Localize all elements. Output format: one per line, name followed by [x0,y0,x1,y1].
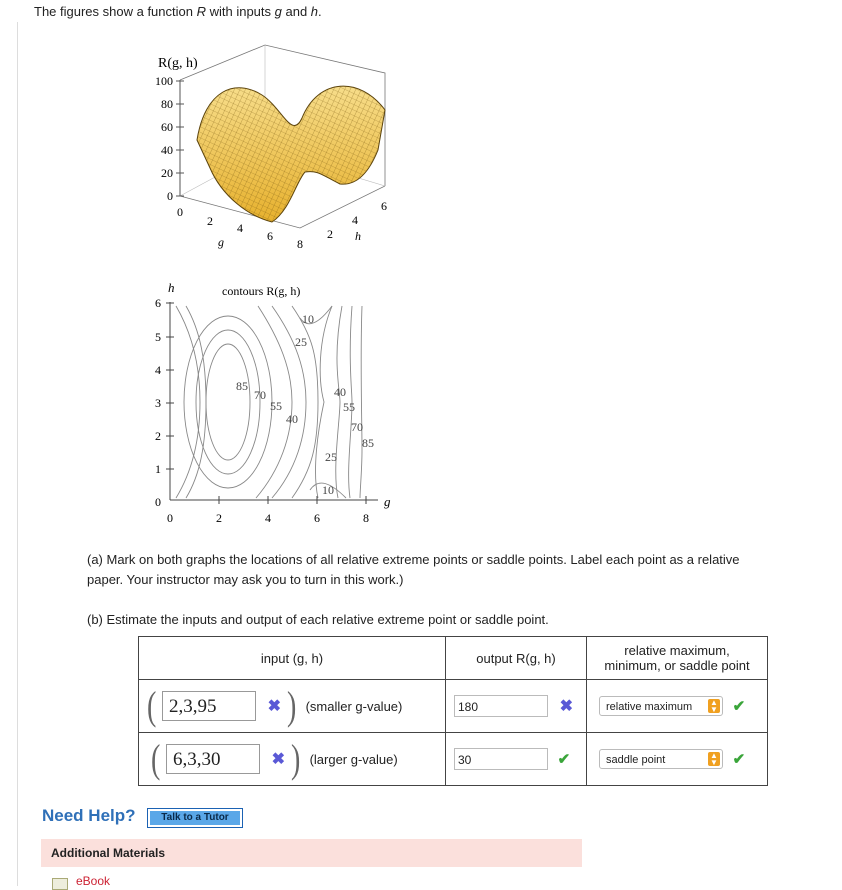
h-tick: 4 [352,213,358,227]
contour-label: 70 [254,388,266,402]
need-help-label: Need Help? [42,806,136,825]
surface-plot [140,40,400,255]
incorrect-icon: ✖ [559,698,574,715]
surface-title: R(g, h) [158,56,198,71]
part-a-line1: (a) Mark on both graphs the locations of all relative extreme points or saddle points. Label each point as a relative [87,552,740,567]
h-axis-label: h [355,229,361,243]
incorrect-icon: ✖ [267,698,281,715]
contour-label: 25 [295,335,307,349]
y-tick: 4 [155,363,161,377]
contour-label: 40 [334,385,346,399]
y-tick: 5 [155,330,161,344]
contour-label: 40 [286,412,298,426]
h-axis-ticks [327,199,387,243]
contour-value-labels [236,312,374,497]
ebook-link[interactable]: eBook [76,874,111,888]
contour-label: 85 [362,436,374,450]
z-tick: 40 [161,143,173,157]
question-prompt: The figures show a function R with inputs g and h. [34,4,322,19]
h-tick: 2 [327,227,333,241]
g-tick: 0 [177,205,183,219]
h-tick: 6 [381,199,387,213]
header-output: output R(g, h) [446,637,587,680]
output-input[interactable]: 30 [454,748,548,770]
table-row: ( 6,3,30 ✖ ) (larger g-value) 30 ✔ saddle point ▲ ▼ ✔ [139,733,768,786]
additional-materials-header: Additional Materials [41,839,582,867]
y-tick: 6 [155,296,161,310]
g-tick: 6 [267,229,273,243]
part-b-text: (b) Estimate the inputs and output of each relative extreme point or saddle point. [87,612,549,627]
contour-lines [176,306,362,498]
book-icon [52,878,68,890]
z-tick: 100 [155,74,173,88]
correct-icon: ✔ [557,751,571,768]
contour-y-label: h [168,280,175,295]
contour-x-ticks [167,511,369,525]
z-tick: 80 [161,97,173,111]
point-input[interactable]: 6,3,30 [166,744,260,774]
y-tick: 1 [155,462,161,476]
contour-label: 55 [270,399,282,413]
contour-label: 70 [351,420,363,434]
g-tick: 4 [237,221,243,235]
contour-label: 55 [343,400,355,414]
x-tick: 4 [265,511,271,525]
incorrect-icon: ✖ [271,751,285,768]
type-select[interactable]: saddle point ▲ ▼ [599,749,723,769]
output-input[interactable]: 180 [454,695,548,717]
contour-title: contours R(g, h) [222,284,301,298]
part-a-line2: paper. Your instructor may ask you to turn in this work.) [87,572,404,587]
row-label: (larger g-value) [309,751,398,767]
g-axis-label: g [218,235,224,249]
z-axis-ticks [155,74,173,203]
correct-icon: ✔ [732,698,746,715]
type-select[interactable]: relative maximum ▲ ▼ [599,696,723,716]
point-input[interactable]: 2,3,95 [162,691,256,721]
header-type: relative maximum, minimum, or saddle point [587,637,768,680]
chevron-updown-icon: ▲ ▼ [708,752,720,766]
talk-to-tutor-button[interactable]: Talk to a Tutor [147,808,243,828]
y-tick: 3 [155,396,161,410]
header-input: input (g, h) [139,637,446,680]
z-tick: 60 [161,120,173,134]
contour-label: 10 [302,312,314,326]
contour-label: 10 [322,483,334,497]
correct-icon: ✔ [732,751,746,768]
table-row: ( 2,3,95 ✖ ) (smaller g-value) 180 ✖ relative maximum ▲ ▼ ✔ [139,680,768,733]
contour-x-label: g [384,494,391,509]
contour-label: 25 [325,450,337,464]
y-tick: 0 [155,495,161,509]
x-tick: 6 [314,511,320,525]
z-tick: 0 [167,189,173,203]
answer-table [138,636,768,786]
x-tick: 0 [167,511,173,525]
chevron-updown-icon: ▲ ▼ [708,699,720,713]
contour-y-ticks [155,296,161,509]
contour-plot [145,278,400,528]
left-rule [17,22,18,886]
z-tick: 20 [161,166,173,180]
contour-label: 85 [236,379,248,393]
row-label: (smaller g-value) [305,698,403,714]
g-tick: 2 [207,214,213,228]
g-tick: 8 [297,237,303,251]
y-tick: 2 [155,429,161,443]
x-tick: 2 [216,511,222,525]
x-tick: 8 [363,511,369,525]
